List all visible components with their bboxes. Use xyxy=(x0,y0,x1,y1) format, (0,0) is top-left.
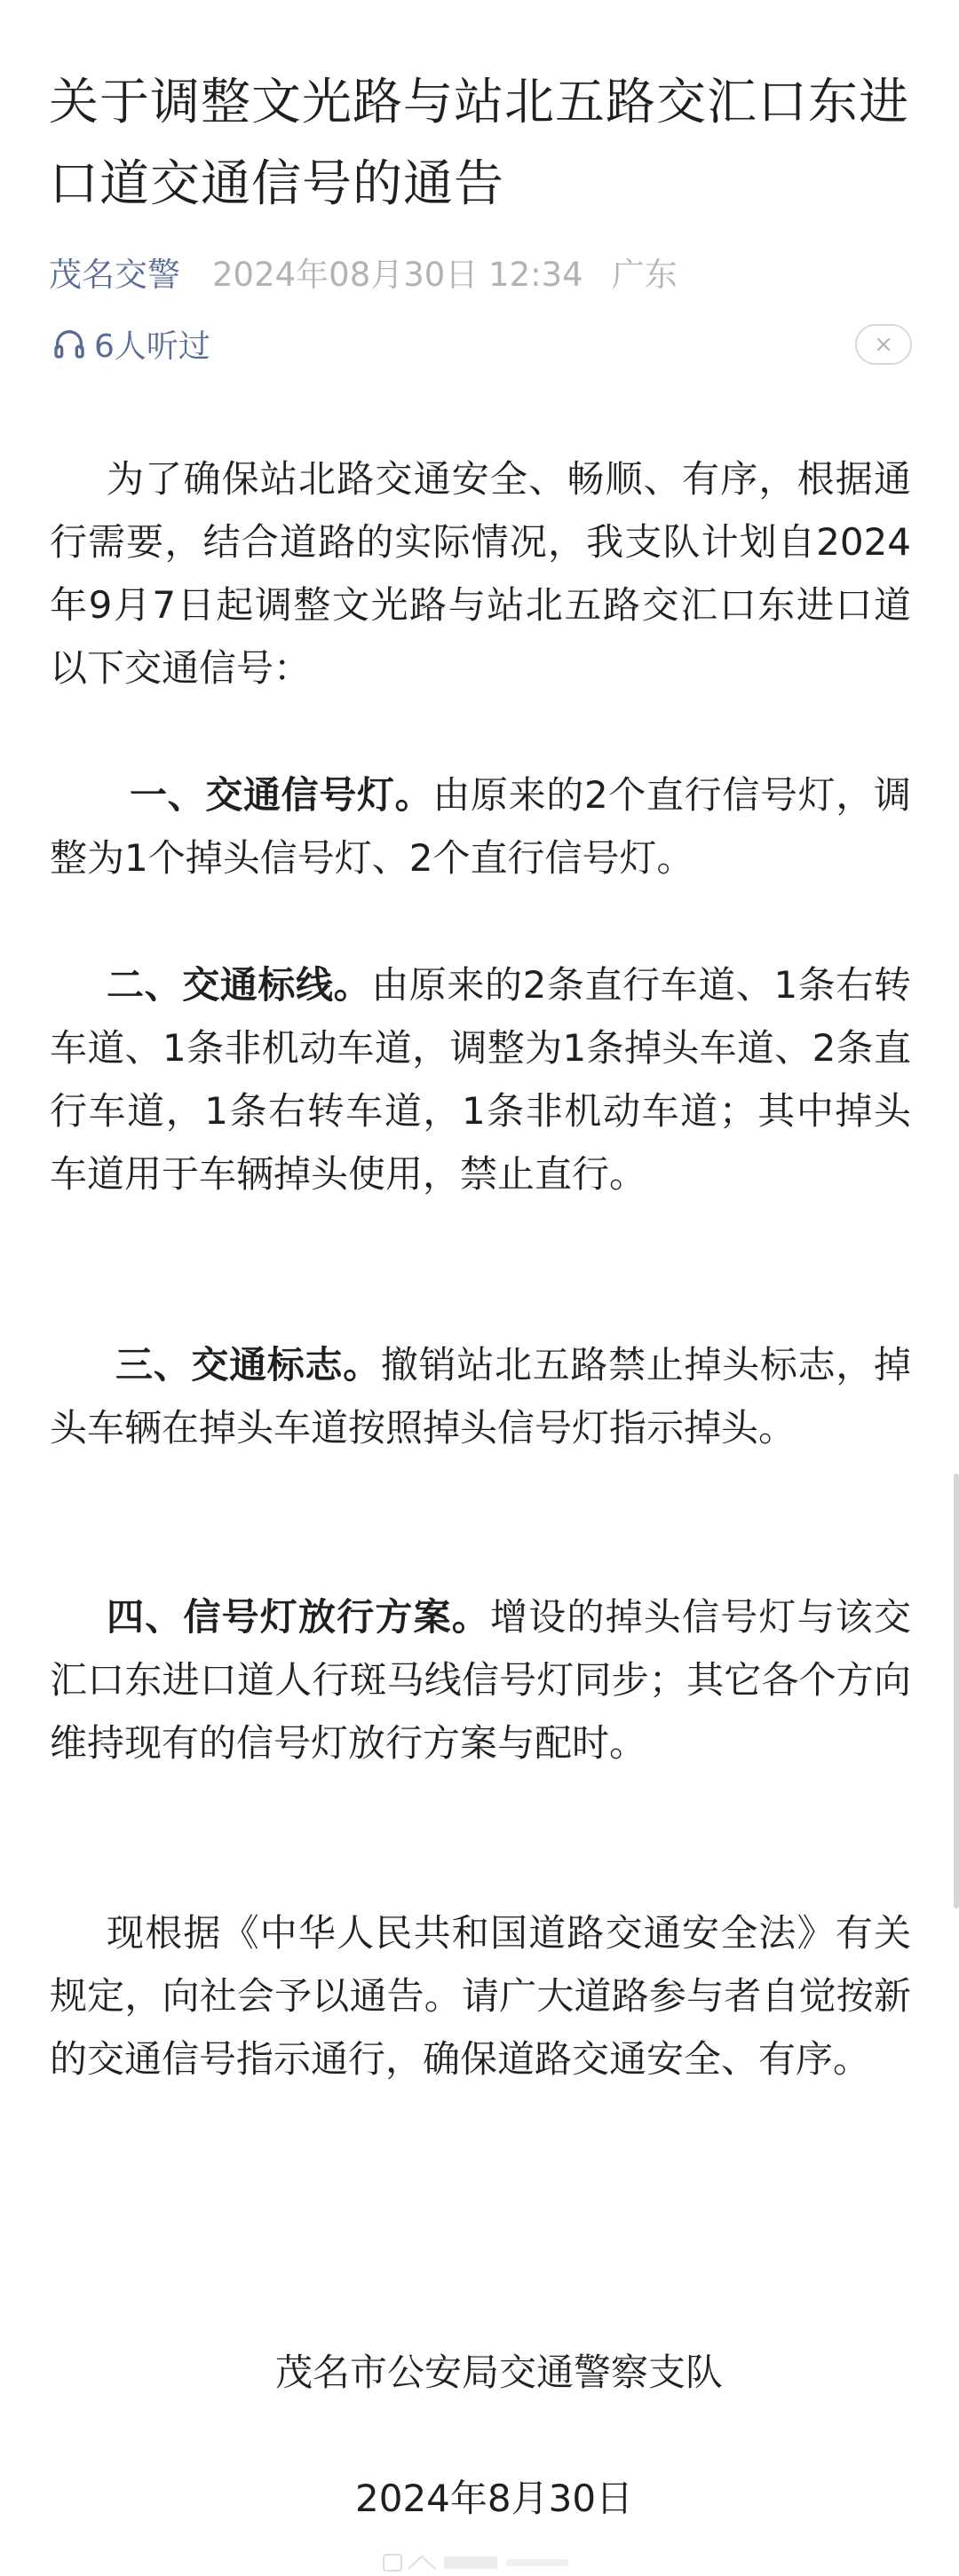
headphones-icon xyxy=(52,326,87,361)
paragraph-text: 现根据《中华人民共和国道路交通安全法》有关规定，向社会予以通告。请广大道路参与者自觉按新的交通信号指示通行，确保道路交通安全、有序。 xyxy=(50,1911,911,2081)
paragraph-text: 撤销站北五路禁止掉头标志，掉头车辆在掉头车道按照掉头信号灯指示掉头。 xyxy=(50,1343,911,1450)
paragraph-heading: 二、交通标线。 xyxy=(107,963,372,1007)
paragraph-signal-lights xyxy=(50,763,911,889)
paragraph-traffic-signs xyxy=(50,1333,911,1459)
paragraph-intro xyxy=(50,447,911,699)
watermark-logo xyxy=(382,2549,577,2576)
paragraph-text: 由原来的2个直行信号灯，调整为1个掉头信号灯、2个直行信号灯。 xyxy=(50,773,911,880)
listen-count-label: 6人听过 xyxy=(94,328,210,365)
paragraph-heading: 一、交通信号灯。 xyxy=(130,773,433,817)
watermark-logo-icon xyxy=(382,2551,577,2574)
paragraph-text: 增设的掉头信号灯与该交汇口东进口道人行斑马线信号灯同步；其它各个方向维持现有的信号灯放行方案与配时。 xyxy=(50,1595,911,1765)
scrollbar[interactable] xyxy=(954,1474,959,1908)
paragraph-heading: 三、交通标志。 xyxy=(115,1343,381,1387)
publish-time: 2024年08月30日 12:34 xyxy=(212,256,583,294)
paragraph-heading: 四、信号灯放行方案。 xyxy=(107,1595,490,1639)
close-icon xyxy=(875,336,892,353)
publish-region: 广东 xyxy=(611,256,678,294)
paragraph-signal-plan xyxy=(50,1585,911,1774)
listen-count-button[interactable] xyxy=(52,321,210,366)
paragraph-text: 为了确保站北路交通安全、畅顺、有序，根据通行需要，结合道路的实际情况，我支队计划自2024年9月7日起调整文光路与站北五路交汇口东进口道以下交通信号： xyxy=(50,457,911,690)
paragraph-text: 由原来的2条直行车道、1条右转车道、1条非机动车道，调整为1条掉头车道、2条直行车道，1条右转车道，1条非机动车道；其中掉头车道用于车辆掉头使用，禁止直行。 xyxy=(50,963,911,1196)
close-button[interactable] xyxy=(855,324,912,365)
article-title: 关于调整文光路与站北五路交汇口东进口道交通信号的通告 xyxy=(49,74,909,213)
paragraph-road-markings xyxy=(50,953,911,1205)
account-name-link[interactable]: 茂名交警 xyxy=(49,256,180,294)
signature-organization: 茂名市公安局交通警察支队 xyxy=(275,2351,724,2394)
signature-date: 2024年8月30日 xyxy=(355,2477,634,2520)
paragraph-notice xyxy=(50,1901,911,2090)
article-meta xyxy=(49,247,678,296)
